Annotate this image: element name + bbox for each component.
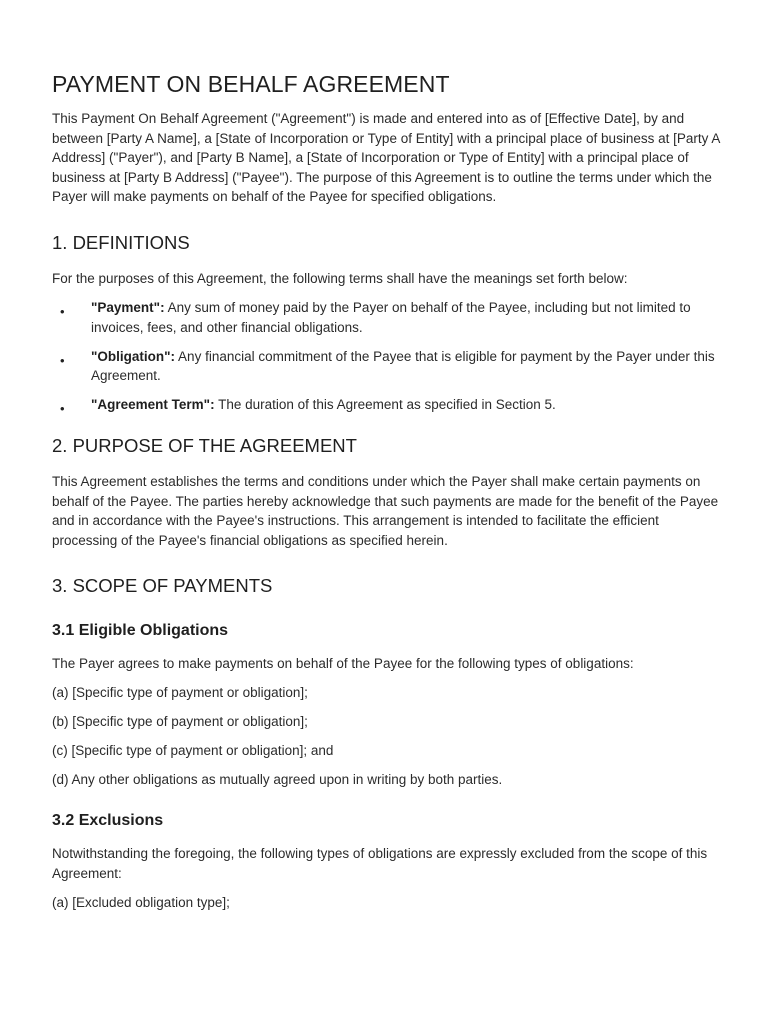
definition-item — [52, 395, 722, 415]
definition-item — [52, 347, 722, 386]
bullet-icon: • — [60, 352, 65, 368]
eligible-item: (a) [Specific type of payment or obligation]; — [52, 685, 308, 700]
subsection-exclusions-heading: 3.2 Exclusions — [52, 812, 164, 829]
definition-term: "Agreement Term": — [91, 397, 215, 412]
eligible-item: (c) [Specific type of payment or obligation]; and — [52, 743, 334, 758]
section-purpose-heading: 2. PURPOSE OF THE AGREEMENT — [52, 435, 357, 456]
eligible-lead: The Payer agrees to make payments on behalf of the Payee for the following types of obligations: — [52, 656, 634, 671]
exclusion-item: (a) [Excluded obligation type]; — [52, 894, 230, 910]
definition-text: Any financial commitment of the Payee that is eligible for payment by the Payer under this Agreement. — [91, 348, 715, 383]
eligible-item: (d) Any other obligations as mutually agreed upon in writing by both parties. — [52, 772, 503, 787]
section-definitions-heading: 1. DEFINITIONS — [52, 231, 190, 253]
intro-paragraph: This Payment On Behalf Agreement ("Agreement") is made and entered into as of [Effective Date], by and between [Party A Name], a [State of Incorporation or Type of Entity] with a principal place of business at [Party A Address] ("Payer"), and [Party B Name], a [State of Incorporation or Type of Entity] with a principal place of business at [Party B Address] ("Payee"). The purpose of this Agreement is to outline the terms under which the Payer will make payments on behalf of the Payee for specified obligations. — [52, 111, 720, 204]
definition-term: "Payment": — [91, 300, 165, 315]
bullet-icon: • — [60, 401, 65, 416]
exclusions-lead: Notwithstanding the foregoing, the following types of obligations are expressly excluded from the scope of this Agreement: — [52, 846, 708, 881]
section-scope-heading: 3. SCOPE OF PAYMENTS — [52, 575, 273, 596]
definition-item — [52, 298, 722, 337]
definition-term: "Obligation": — [91, 348, 176, 364]
document-content — [52, 70, 722, 922]
eligible-item: (b) [Specific type of payment or obligation]; — [52, 714, 308, 729]
definition-text: Any sum of money paid by the Payer on behalf of the Payee, including but not limited to invoices, fees, and other financial obligations. — [91, 300, 691, 335]
definition-text: The duration of this Agreement as specified in Section 5. — [214, 397, 556, 412]
definitions-lead: For the purposes of this Agreement, the following terms shall have the meanings set forth below: — [52, 270, 628, 286]
subsection-eligible-heading: 3.1 Eligible Obligations — [52, 622, 229, 639]
definitions-list — [52, 298, 722, 415]
bullet-icon: • — [60, 304, 65, 319]
document-title: PAYMENT ON BEHALF AGREEMENT — [52, 71, 450, 97]
purpose-paragraph: This Agreement establishes the terms and conditions under which the Payer shall make certain payments on behalf of the Payee. The parties hereby acknowledge that such payments are made for the benefit of the Payee and in accordance with the Payee's instructions. This arrangement is intended to facilitate the efficient processing of the Payee's financial obligations as specified herein. — [52, 474, 719, 548]
